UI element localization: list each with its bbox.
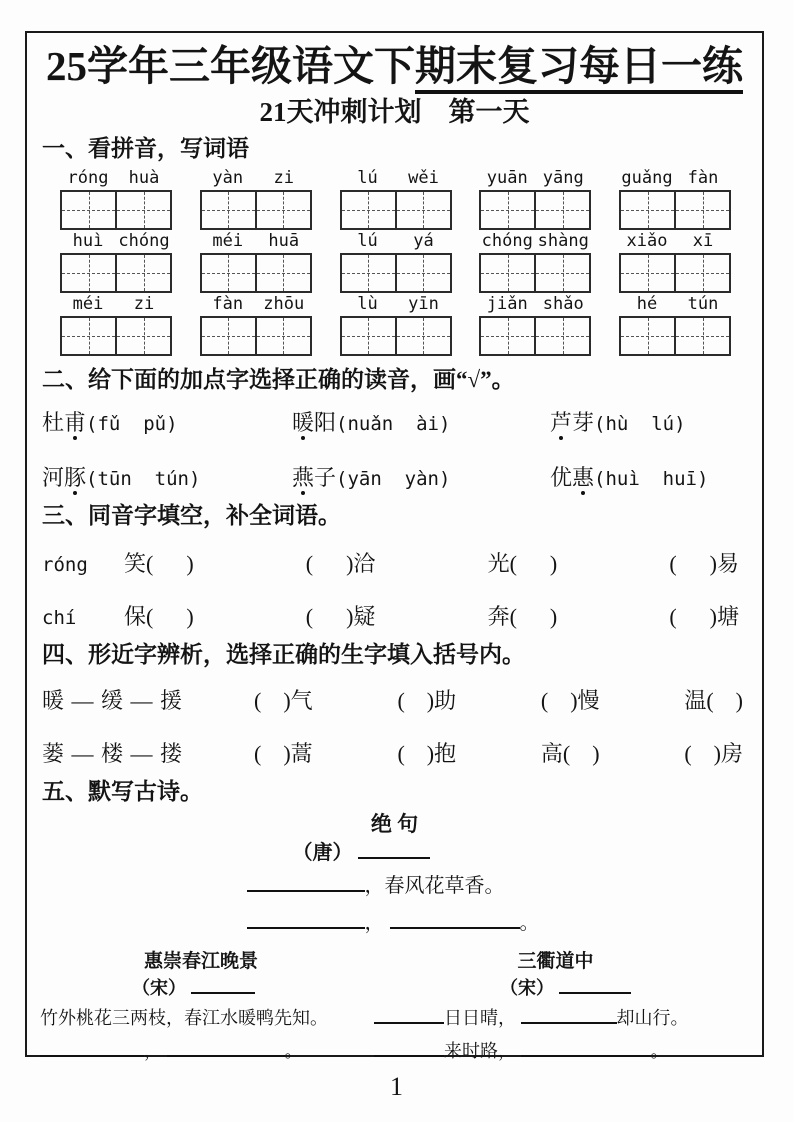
reading-choice-item[interactable] [292, 464, 550, 493]
writing-box[interactable] [200, 253, 312, 293]
reading-choice-item[interactable] [550, 464, 749, 493]
writing-cell[interactable] [62, 255, 115, 291]
poem-sanqu [362, 950, 749, 1068]
pinyin-syllable: tún [687, 294, 719, 315]
page-title [40, 41, 749, 92]
poem-text: 。 [284, 1040, 303, 1061]
pinyin-syllable: xī [692, 231, 714, 252]
pinyin-label [479, 293, 591, 316]
writing-cell[interactable] [534, 318, 589, 354]
fill-blank-item[interactable]: 高( ) [540, 740, 600, 766]
writing-cell[interactable] [621, 255, 674, 291]
writing-box[interactable] [60, 316, 172, 356]
pinyin-label [340, 293, 452, 316]
writing-cell[interactable] [395, 255, 450, 291]
fill-blank-item[interactable]: ( )蒿 [254, 740, 313, 766]
writing-cell[interactable] [62, 192, 115, 228]
pinyin-options[interactable]: (tūn tún) [86, 467, 201, 490]
pinyin-syllable: guǎng [621, 168, 673, 189]
answer-blank[interactable] [559, 975, 631, 994]
pinyin-options[interactable]: (huì huī) [594, 467, 709, 490]
pinyin-syllable: lú [357, 168, 378, 189]
writing-cell[interactable] [534, 192, 589, 228]
writing-cell[interactable] [395, 192, 450, 228]
item-text: 优 [550, 464, 573, 490]
similar-char-row-1 [42, 684, 749, 715]
writing-cell[interactable] [481, 255, 534, 291]
answer-blank[interactable] [247, 908, 365, 929]
writing-box[interactable] [60, 190, 172, 230]
writing-cell[interactable] [202, 192, 255, 228]
pinyin-syllable: jiǎn [486, 294, 528, 315]
pinyin-options[interactable]: (fǔ pǔ) [86, 413, 178, 436]
writing-cell[interactable] [255, 255, 310, 291]
pinyin-label [619, 167, 731, 190]
pinyin-syllable: wěi [408, 168, 439, 189]
reading-choice-row-2 [42, 464, 749, 493]
fill-blank-item[interactable]: ( )慢 [540, 687, 600, 713]
fill-blank-item[interactable]: ( )易 [669, 551, 739, 577]
writing-cell[interactable] [342, 192, 395, 228]
writing-box[interactable] [340, 316, 452, 356]
char-options: 暖 — 缓 — 援 [42, 687, 184, 713]
poem-jueju [205, 811, 585, 942]
word-group [340, 167, 452, 230]
title-normal-part: 25学年三年级语文下 [46, 43, 415, 89]
pinyin-label [200, 293, 312, 316]
poem-columns [40, 950, 749, 1068]
pinyin-syllable: huà [128, 168, 160, 189]
fill-blank-item[interactable]: 光( ) [487, 551, 558, 577]
page-border-frame [25, 31, 764, 1061]
char-options: 蒌 — 楼 — 搂 [42, 740, 184, 766]
writing-cell[interactable] [481, 192, 534, 228]
fill-items [254, 684, 749, 715]
item-text: 杜 [42, 410, 65, 436]
pinyin-syllable: fàn [212, 294, 244, 315]
word-group [340, 230, 452, 293]
pinyin-cue: chí [42, 607, 77, 630]
answer-blank[interactable] [521, 1038, 651, 1057]
pinyin-syllable: méi [212, 231, 244, 252]
writing-box[interactable] [340, 253, 452, 293]
word-group [200, 230, 312, 293]
fill-blank-item[interactable]: 奔( ) [487, 604, 558, 630]
writing-cell[interactable] [621, 318, 674, 354]
poem-text: ， [364, 911, 385, 934]
writing-cell[interactable] [674, 255, 729, 291]
pinyin-options[interactable]: (yān yàn) [336, 467, 451, 490]
fill-blank-item[interactable]: ( )抱 [397, 740, 457, 766]
poem-text: ， [144, 1040, 162, 1061]
writing-box[interactable] [340, 190, 452, 230]
writing-box[interactable] [479, 190, 591, 230]
pinyin-label [60, 293, 172, 316]
writing-box[interactable] [479, 316, 591, 356]
pinyin-syllable: fàn [687, 168, 719, 189]
pinyin-syllable: shǎo [542, 294, 584, 315]
answer-blank[interactable] [40, 1038, 144, 1057]
poem-title: 惠崇春江晚景 [143, 950, 258, 972]
poem-dynasty-line [132, 975, 362, 1002]
writing-cell[interactable] [395, 318, 450, 354]
poem-text: 。 [519, 911, 540, 934]
word-group [60, 293, 172, 356]
word-group [200, 293, 312, 356]
pinyin-syllable: yá [413, 231, 434, 252]
homophone-row-2 [42, 600, 749, 631]
pinyin-row-3 [60, 293, 731, 356]
pinyin-label [479, 230, 591, 253]
pinyin-label [60, 230, 172, 253]
title-underlined-part: 期末复习每日一练 [415, 43, 743, 94]
dotted-char: 甫 [64, 410, 87, 436]
section2-heading: 二、给下面的加点字选择正确的读音，画“√”。 [42, 367, 515, 393]
homophone-row-1 [42, 547, 749, 578]
poem-line: 竹外桃花三两枝，春江水暖鸭先知。 [40, 1007, 328, 1028]
reading-choice-item[interactable] [42, 409, 292, 438]
word-group [479, 230, 591, 293]
pinyin-syllable: chóng [481, 231, 533, 252]
dynasty-label: （宋） [500, 977, 554, 998]
writing-cell[interactable] [342, 318, 395, 354]
dotted-char: 暖 [292, 410, 315, 436]
item-text: 子 [314, 464, 337, 490]
poem-text: 日日晴， [444, 1007, 516, 1028]
poem-text: 来时路， [444, 1040, 516, 1061]
poem-line [247, 868, 585, 905]
section1-heading: 一、看拼音，写词语 [42, 135, 249, 161]
fill-items [124, 547, 749, 578]
writing-cell[interactable] [674, 192, 729, 228]
pinyin-label [340, 167, 452, 190]
answer-blank[interactable] [521, 1005, 617, 1024]
fill-blank-item[interactable]: 笑( ) [124, 551, 194, 577]
answer-blank[interactable] [374, 1005, 444, 1024]
fill-blank-item[interactable]: ( )气 [254, 687, 313, 713]
writing-box[interactable] [479, 253, 591, 293]
fill-blank-item[interactable]: ( )洽 [305, 551, 376, 577]
pinyin-syllable: yàn [212, 168, 244, 189]
poem-text: 。 [650, 1040, 669, 1061]
pinyin-label [619, 293, 731, 316]
fill-blank-item[interactable]: ( )塘 [669, 604, 739, 630]
pinyin-row-2 [60, 230, 731, 293]
word-group [619, 293, 731, 356]
pinyin-syllable: xiǎo [626, 231, 668, 252]
pinyin-syllable: zi [273, 168, 294, 189]
word-group [200, 167, 312, 230]
reading-choice-item[interactable] [550, 409, 749, 438]
item-text: 阳 [314, 410, 337, 436]
fill-blank-item[interactable]: 保( ) [124, 604, 194, 630]
word-group [619, 167, 731, 230]
fill-blank-item[interactable]: 温( ) [684, 687, 743, 713]
pinyin-syllable: lú [357, 231, 378, 252]
pinyin-syllable: chóng [118, 231, 170, 252]
writing-cell[interactable] [202, 255, 255, 291]
pinyin-syllable: yuān [486, 168, 528, 189]
dotted-char: 芦 [550, 410, 573, 436]
writing-box[interactable] [619, 190, 731, 230]
word-group [60, 167, 172, 230]
dynasty-label: （唐） [292, 841, 353, 864]
writing-cell[interactable] [62, 318, 115, 354]
dotted-char: 豚 [64, 464, 87, 490]
pinyin-syllable: huā [268, 231, 300, 252]
poem-text: ，春风花草香。 [364, 874, 505, 897]
section5-heading: 五、默写古诗。 [42, 778, 203, 804]
poem-dynasty-line [500, 975, 749, 1002]
word-group [479, 293, 591, 356]
writing-cell[interactable] [342, 255, 395, 291]
writing-box[interactable] [60, 253, 172, 293]
fill-blank-item[interactable]: ( )助 [397, 687, 457, 713]
reading-choice-item[interactable] [42, 464, 292, 493]
poem-line [40, 1035, 362, 1068]
poem-title: 三衢道中 [517, 950, 594, 972]
pinyin-syllable: zhōu [263, 294, 305, 315]
word-group [619, 230, 731, 293]
writing-cell[interactable] [115, 255, 170, 291]
answer-blank[interactable] [191, 975, 255, 994]
answer-blank[interactable] [374, 1038, 444, 1057]
fill-items [124, 600, 749, 631]
pinyin-label [200, 230, 312, 253]
fill-blank-item[interactable]: ( )疑 [305, 604, 376, 630]
dynasty-label: （宋） [132, 977, 186, 998]
poem-line [374, 1002, 749, 1035]
poem-title: 绝 句 [370, 811, 419, 836]
answer-blank[interactable] [247, 871, 365, 892]
answer-blank[interactable] [390, 908, 520, 929]
item-text: 芽 [572, 410, 595, 436]
poem-huichong [40, 950, 362, 1068]
pinyin-label [619, 230, 731, 253]
writing-box[interactable] [619, 253, 731, 293]
pinyin-syllable: hé [636, 294, 658, 315]
dotted-char: 惠 [572, 464, 595, 490]
word-group [340, 293, 452, 356]
writing-box[interactable] [200, 316, 312, 356]
pinyin-label [200, 167, 312, 190]
pinyin-options[interactable]: (hù lú) [594, 413, 686, 436]
writing-cell[interactable] [202, 318, 255, 354]
pinyin-label [340, 230, 452, 253]
writing-box[interactable] [200, 190, 312, 230]
writing-cell[interactable] [115, 318, 170, 354]
pinyin-syllable: shàng [537, 231, 589, 252]
word-group [60, 230, 172, 293]
section4-heading: 四、形近字辨析，选择正确的生字填入括号内。 [42, 642, 525, 668]
page-number: 1 [390, 1072, 403, 1101]
dotted-char: 燕 [292, 464, 315, 490]
writing-box[interactable] [619, 316, 731, 356]
similar-char-row-2 [42, 737, 749, 768]
writing-cell[interactable] [674, 318, 729, 354]
pinyin-syllable: yīn [408, 294, 439, 315]
item-text: 河 [42, 464, 65, 490]
answer-blank[interactable] [358, 838, 430, 859]
writing-cell[interactable] [115, 192, 170, 228]
section3-heading: 三、同音字填空，补全词语。 [42, 503, 341, 529]
poem-dynasty-line [293, 838, 585, 868]
pinyin-syllable: lù [357, 294, 378, 315]
pinyin-options[interactable]: (nuǎn ài) [336, 413, 451, 436]
writing-cell[interactable] [534, 255, 589, 291]
pinyin-cue: róng [42, 554, 88, 577]
poem-text: 却山行。 [616, 1007, 689, 1028]
pinyin-row-1 [60, 167, 731, 230]
word-group [479, 167, 591, 230]
fill-blank-item[interactable]: ( )房 [684, 740, 743, 766]
pinyin-syllable: huì [72, 231, 104, 252]
pinyin-label [479, 167, 591, 190]
pinyin-syllable: méi [72, 294, 104, 315]
pinyin-syllable: yāng [542, 168, 584, 189]
pinyin-syllable: zi [133, 294, 155, 315]
writing-cell[interactable] [621, 192, 674, 228]
writing-cell[interactable] [481, 318, 534, 354]
answer-blank[interactable] [167, 1038, 285, 1057]
reading-choice-row-1 [42, 409, 749, 438]
poem-line [247, 905, 585, 942]
subtitle: 21天冲刺计划 第一天 [259, 97, 530, 128]
writing-cell[interactable] [255, 192, 310, 228]
writing-cell[interactable] [255, 318, 310, 354]
poem-line [374, 1035, 749, 1068]
pinyin-label [60, 167, 172, 190]
reading-choice-item[interactable] [292, 409, 550, 438]
pinyin-syllable: róng [67, 168, 109, 189]
fill-items [254, 737, 749, 768]
